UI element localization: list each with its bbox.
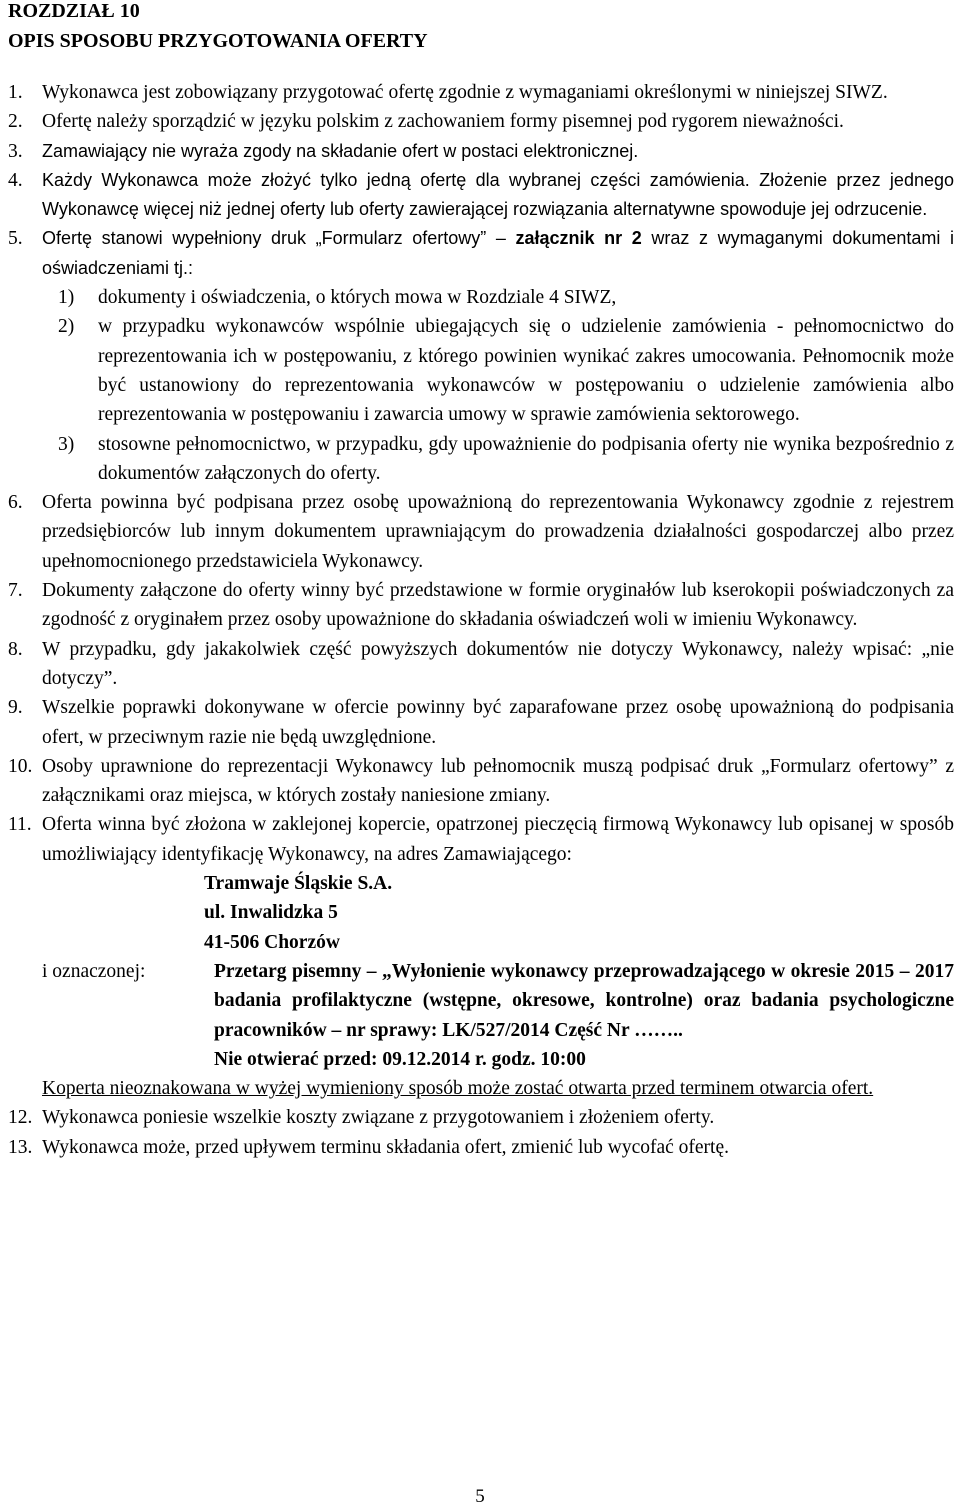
list-item [8, 1074, 954, 1103]
list-item [8, 693, 954, 752]
attachment-reference: załącznik nr 2 [515, 228, 642, 249]
list-item [8, 576, 954, 635]
chapter-number: ROZDZIAŁ 10 [8, 0, 140, 22]
list-item [8, 752, 954, 811]
chapter-title: OPIS SPOSOBU PRZYGOTOWANIA OFERTY [8, 30, 428, 52]
item-text: Osoby uprawnione do reprezentacji Wykonawcy lub pełnomocnik muszą podpisać druk „Formularz ofertowy” z załącznikami oraz miejsca, w których zostały naniesione zmiany. [42, 755, 954, 807]
item-text: Wszelkie poprawki dokonywane w ofercie powinny być zaparafowane przez osobę upoważnioną do podpisania ofert, w przeciwnym razie nie będą uwzględnione. [42, 697, 954, 748]
list-item [8, 810, 954, 869]
item-number: 5. [8, 228, 23, 250]
list-item [8, 166, 954, 225]
item-number: 1. [8, 82, 23, 103]
list-item [8, 1103, 954, 1132]
list-item [8, 488, 954, 576]
sub-list-item [8, 283, 954, 312]
subitem-number: 2) [58, 316, 75, 338]
marking-tender-title: Przetarg pisemny – „Wyłonienie wykonawcy przeprowadzającego w okresie 2015 – 2017 badania profilaktyczne (wstępne, okresowe, kontrolne) oraz badania psychologiczne pracowników – nr sprawy: LK/527/2014 Część Nr …….. [214, 960, 954, 1041]
list-item [8, 137, 954, 166]
item-text: Wykonawca może, przed upływem terminu składania ofert, zmienić lub wycofać ofertę. [42, 1136, 730, 1158]
subitem-text: stosowne pełnomocnictwo, w przypadku, gdy upoważnienie do podpisania oferty nie wynika bezpośrednio z dokumentów załączonych do oferty. [98, 433, 954, 484]
numbered-list [8, 78, 954, 1162]
item-text: W przypadku, gdy jakakolwiek część powyższych dokumentów nie dotyczy Wykonawcy, należy wpisać: „nie dotyczy”. [42, 638, 954, 689]
item-text: Zamawiający nie wyraża zgody na składanie ofert w postaci elektronicznej. [42, 140, 639, 161]
marking-text [214, 957, 954, 1074]
unmarked-envelope-note: Koperta nieoznakowana w wyżej wymieniony sposób może zostać otwarta przed terminem otwarcia ofert. [42, 1078, 874, 1100]
item-text: Dokumenty załączone do oferty winny być przedstawione w formie oryginałów lub kserokopii poświadczonych za zgodność z oryginałem przez osoby upoważnione do składania oświadczeń woli w imieniu Wykonawcy. [42, 580, 954, 631]
sub-list-item [8, 430, 954, 489]
address-city: 41-506 Chorzów [204, 931, 340, 953]
item-number: 9. [8, 697, 23, 719]
item-number: 2. [8, 111, 23, 133]
item-number: 11. [8, 814, 32, 836]
list-item [8, 78, 954, 107]
sub-list-item [8, 312, 954, 429]
list-item [8, 635, 954, 694]
item-text: Oferta winna być złożona w zaklejonej kopercie, opatrzonej pieczęcią firmową Wykonawcy lub opisanej w sposób umożliwiający identyfikację Wykonawcy, na adres Zamawiającego: [42, 814, 954, 865]
marking-open-date: Nie otwierać przed: 09.12.2014 r. godz. 10:00 [214, 1048, 586, 1070]
address-street: ul. Inwalidzka 5 [204, 902, 338, 924]
subitem-number: 1) [58, 287, 75, 309]
item-text: Wykonawca jest zobowiązany przygotować ofertę zgodnie z wymaganiami określonymi w niniejszej SIWZ. [42, 82, 888, 103]
item-text: Wykonawca poniesie wszelkie koszty związane z przygotowaniem i złożeniem oferty. [42, 1107, 715, 1129]
document-page [8, 0, 954, 1509]
subitem-text: w przypadku wykonawców wspólnie ubiegających się o udzielenie zamówienia - pełnomocnictwo do reprezentowania ich w postępowaniu, z którego powinien wynikać zakres umocowania. Pełnomocnik może być ustanowiony do reprezentowania wykonawców w postępowaniu o udzielenie zamówienia albo reprezentowania w postępowaniu i zawarcia umowy w sprawie zamówienia sektorowego. [98, 316, 954, 426]
item-text-part: Ofertę stanowi wypełniony druk „Formularz ofertowy” – [42, 228, 516, 249]
subitem-text: dokumenty i oświadczenia, o których mowa w Rozdziale 4 SIWZ, [98, 287, 617, 309]
item-number: 7. [8, 580, 23, 602]
item-number: 12. [8, 1107, 33, 1129]
list-item [8, 1133, 954, 1162]
item-text: Ofertę należy sporządzić w języku polskim z zachowaniem formy pisemnej pod rygorem nieważności. [42, 111, 844, 133]
list-item [8, 107, 954, 136]
item-text: Każdy Wykonawca może złożyć tylko jedną ofertę dla wybranej części zamówienia. Złożenie przez jednego Wykonawcę więcej niż jednej oferty lub oferty zawierającej rozwiązania alternatywne spowoduje jej odrzucenie. [42, 169, 954, 220]
subitem-number: 3) [58, 433, 75, 455]
address-company: Tramwaje Śląskie S.A. [204, 873, 393, 895]
delivery-address [8, 869, 954, 957]
list-item [8, 224, 954, 283]
item-number: 8. [8, 638, 23, 660]
item-number: 4. [8, 169, 23, 191]
item-text [42, 224, 954, 283]
envelope-marking [8, 957, 954, 1074]
item-number: 10. [8, 755, 33, 777]
item-number: 13. [8, 1136, 33, 1158]
item-text-part: wraz z wymaganymi dokumentami i oświadczeniami tj.: [42, 228, 954, 278]
marking-label: i oznaczonej: [42, 960, 146, 982]
item-number: 6. [8, 492, 23, 514]
page-number: 5 [475, 1486, 485, 1507]
item-text: Oferta powinna być podpisana przez osobę upoważnioną do reprezentowania Wykonawcy zgodnie z rejestrem przedsiębiorców lub innym dokumentem uprawniającym do prowadzenia działalności gospodarczej albo przez upełnomocnionego przedstawiciela Wykonawcy. [42, 492, 954, 572]
item-number: 3. [8, 140, 23, 162]
